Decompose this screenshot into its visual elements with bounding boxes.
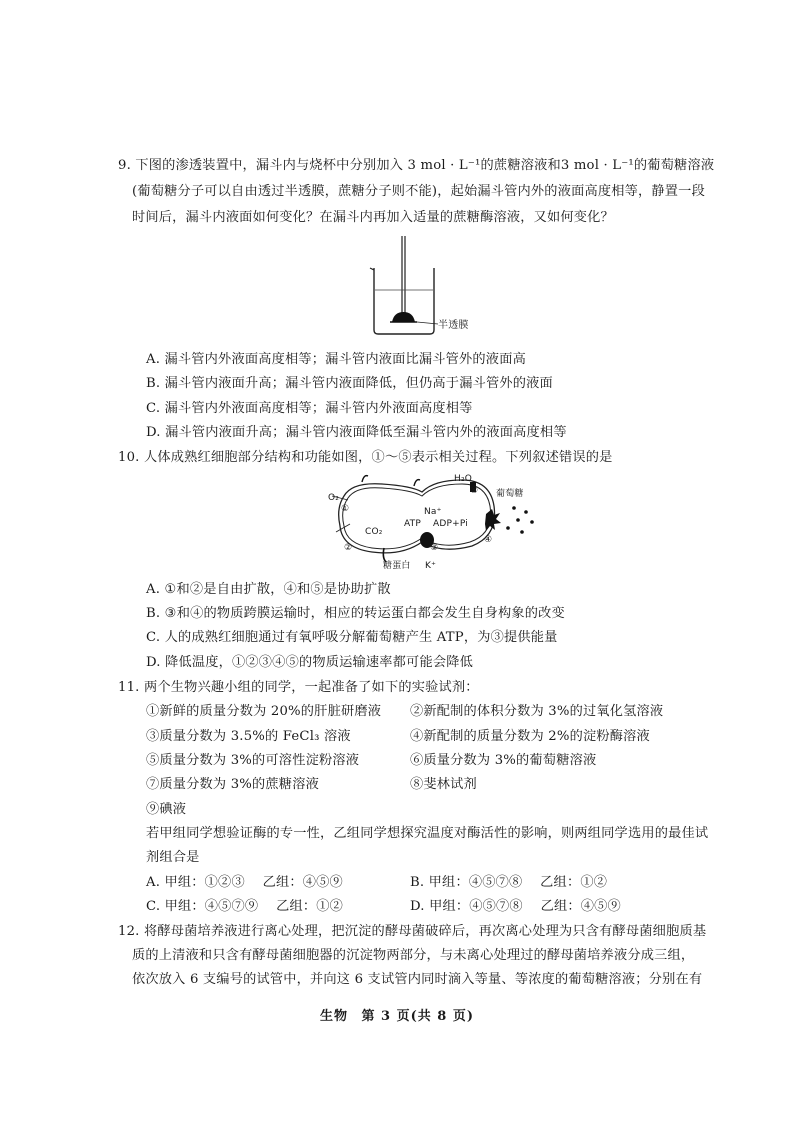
q11-option-b: B. 甲组：④⑤⑦⑧ 乙组：①② [410,875,608,890]
process-5-label: ⑤ [470,486,479,496]
footer-subject: 生物 [319,1009,348,1024]
page-footer [0,1005,794,1024]
q11-option-a: A. 甲组：①②③ 乙组：④⑤⑨ [146,875,343,890]
q11-reagent-4: ④新配制的质量分数为 2%的淀粉酶溶液 [410,729,650,744]
q11-reagent-9: ⑨碘液 [146,802,187,817]
q9-option-a: A. 漏斗管内外液面高度相等；漏斗管内液面比漏斗管外的液面高 [146,352,526,367]
q12-stem-line-2: 质的上清液和只含有酵母菌细胞器的沉淀物两部分，与未离心处理过的酵母菌培养液分成三组， [132,948,695,963]
q11-option-c: C. 甲组：④⑤⑦⑨ 乙组：①② [146,899,344,914]
q10-option-b: B. ③和④的物质跨膜运输时，相应的转运蛋白都会发生自身构象的改变 [146,606,565,621]
q9-stem-line-3: 时间后，漏斗内液面如何变化？在漏斗内再加入适量的蔗糖酶溶液，又如何变化？ [132,210,614,225]
q10-stem: 10. 人体成熟红细胞部分结构和功能如图，①～⑤表示相关过程。下列叙述错误的是 [118,450,613,465]
q9-option-d: D. 漏斗管内液面升高；漏斗管内液面降低至漏斗管内外的液面高度相等 [146,425,567,440]
q10-option-c: C. 人的成熟红细胞通过有氧呼吸分解葡萄糖产生 ATP，为③提供能量 [146,630,558,645]
q11-question-line-1: 若甲组同学想验证酶的专一性，乙组同学想探究温度对酶活性的影响，则两组同学选用的最佳试 [146,826,709,841]
q9-stem-line-2: (葡萄糖分子可以自由透过半透膜，蔗糖分子则不能)，起始漏斗管内外的液面高度相等，静置一段 [132,184,705,199]
semipermeable-membrane-label: 半透膜 [438,320,469,331]
co2-label: CO₂ [365,527,383,537]
q10-option-d: D. 降低温度，①②③④⑤的物质运输速率都可能会降低 [146,655,473,670]
q9-option-b: B. 漏斗管内液面升高；漏斗管内液面降低，但仍高于漏斗管外的液面 [146,376,553,391]
q12-stem-line-1: 12. 将酵母菌培养液进行离心处理，把沉淀的酵母菌破碎后，再次离心处理为只含有酵母菌细胞质基 [118,924,707,939]
osmosis-apparatus-figure [360,232,500,342]
footer-page-number: 第 3 页(共 8 页) [361,1009,475,1024]
o2-label: O₂ [328,493,340,503]
q11-reagent-8: ⑧斐林试剂 [410,777,477,792]
glucose-label: 葡萄糖 [496,489,524,499]
q11-question-line-2: 剂组合是 [146,850,200,865]
h2o-label: H₂O [454,474,473,484]
q12-stem-line-3: 依次放入 6 支编号的试管中，并向这 6 支试管内同时滴入等量、等浓度的葡萄糖溶液；分别在有 [132,972,703,987]
process-1-label: ① [341,504,350,514]
q9-option-c: C. 漏斗管内外液面高度相等；漏斗管内外液面高度相等 [146,401,473,416]
q11-reagent-1: ①新鲜的质量分数为 20%的肝脏研磨液 [146,704,382,719]
q11-option-d: D. 甲组：④⑤⑦⑧ 乙组：④⑤⑨ [410,899,621,914]
process-4-label: ④ [484,535,493,545]
q11-reagent-3: ③质量分数为 3.5%的 FeCl₃ 溶液 [146,729,351,744]
glycoprotein-label: 糖蛋白 [383,561,411,571]
q11-reagent-7: ⑦质量分数为 3%的蔗糖溶液 [146,777,319,792]
q9-stem-line-1: 9. 下图的渗透装置中，漏斗内与烧杯中分别加入 3 mol · L⁻¹的蔗糖溶液和3 mol · L⁻¹的葡萄糖溶液 [118,158,715,173]
k-label: K⁺ [425,561,437,571]
q11-reagent-2: ②新配制的体积分数为 3%的过氧化氢溶液 [410,704,664,719]
q11-stem: 11. 两个生物兴趣小组的同学，一起准备了如下的实验试剂： [118,680,479,695]
q11-reagent-6: ⑥质量分数为 3%的葡萄糖溶液 [410,753,597,768]
na-label: Na⁺ [424,507,442,517]
atp-label: ATP [404,519,421,529]
q10-option-a: A. ①和②是自由扩散，④和⑤是协助扩散 [146,582,391,597]
process-2-label: ② [344,543,353,553]
q11-reagent-5: ⑤质量分数为 3%的可溶性淀粉溶液 [146,753,360,768]
process-3-label: ③ [430,543,439,553]
adp-pi-label: ADP+Pi [433,519,468,529]
